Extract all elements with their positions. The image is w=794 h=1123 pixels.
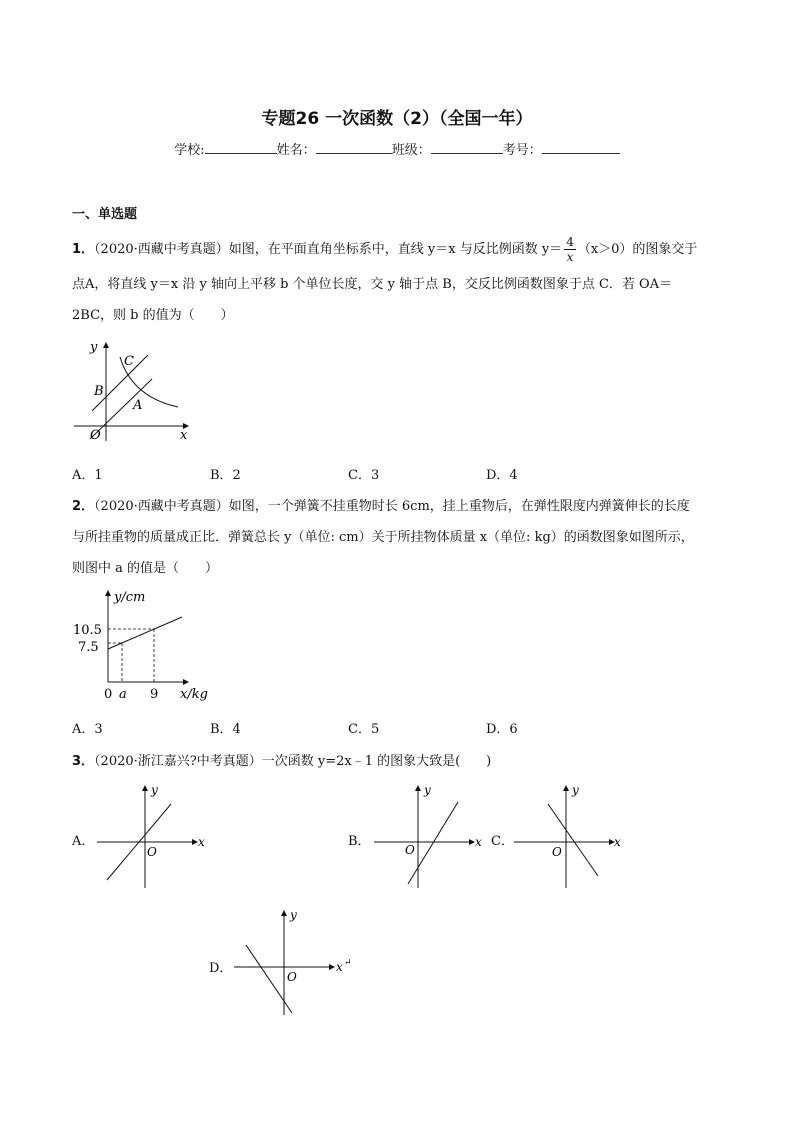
q1-option-b[interactable]: B．2 <box>210 468 241 483</box>
q1-option-a[interactable]: A．1 <box>72 468 103 483</box>
q3-line1 <box>72 750 491 769</box>
class-blank[interactable] <box>431 139 503 154</box>
q2-y-label: y/cm <box>114 590 146 605</box>
page-title: 专题26 一次函数（2）（全国一年） <box>261 109 533 129</box>
q1-b-label: B <box>94 384 104 399</box>
q3d-line <box>246 945 292 1013</box>
q2-figure <box>70 585 215 705</box>
name-label: 姓名： <box>276 143 316 158</box>
q3-option-b-label[interactable]: B． <box>348 834 371 849</box>
q3c-line <box>548 804 598 876</box>
q1-figure <box>70 335 200 445</box>
q2-line1 <box>72 495 690 514</box>
q1-source: （2020·西藏中考真题） <box>94 242 229 257</box>
q3b-o-label: O <box>405 843 415 857</box>
q1-c-label: C <box>124 354 134 369</box>
q3a-y-label: y <box>151 783 158 797</box>
q2-tick-10-5: 10.5 <box>73 623 102 638</box>
q2-a-label: a <box>119 687 127 702</box>
q2-tick-7-5: 7.5 <box>78 640 99 655</box>
q1-text-1b: （x＞0）的图象交于 <box>577 242 698 257</box>
q2-line3: 则图中 a 的值是（ ） <box>72 561 219 576</box>
q3b-x-label: x <box>475 835 482 849</box>
q1-frac-num: 4 <box>566 235 574 249</box>
q3-number: 3． <box>72 754 95 769</box>
q1-fraction <box>564 235 576 264</box>
q3-option-d-graph[interactable] <box>232 905 352 1017</box>
q2-tick-9: 9 <box>150 687 159 702</box>
q1-x-label: x <box>180 428 188 443</box>
q3-option-a-label[interactable]: A． <box>72 834 95 849</box>
q3c-y-label: y <box>572 783 579 797</box>
q3-option-b-graph[interactable] <box>372 780 484 890</box>
q1-line2: 点A，将直线 y＝x 沿 y 轴向上平移 b 个单位长度，交 y 轴于点 B，交反比例函数图象于点 C．若 OA＝ <box>72 277 673 292</box>
q2-option-b[interactable]: B．4 <box>210 722 241 737</box>
q2-line2: 与所挂重物的质量成正比．弹簧总长 y（单位: cm）关于所挂物体质量 x（单位: kg）的函数图象如图所示， <box>72 530 694 545</box>
q3-text: （2020·浙江嘉兴?中考真题）一次函数 y=2x﹣1 的图象大致是( ) <box>94 754 492 769</box>
q3a-x-label: x <box>198 835 205 849</box>
school-blank[interactable] <box>205 139 277 154</box>
q1-text-1: 如图，在平面直角坐标系中，直线 y＝x 与反比例函数 y＝ <box>228 242 563 257</box>
student-info-line <box>0 139 794 158</box>
q1-a-label: A <box>133 398 143 413</box>
q1-line1 <box>72 235 697 264</box>
q1-number: 1． <box>72 242 95 257</box>
name-blank[interactable] <box>316 139 392 154</box>
q1-option-c[interactable]: C．3 <box>348 468 380 483</box>
q3-option-a-graph[interactable] <box>95 780 207 890</box>
section-heading: 一、单选题 <box>72 207 138 222</box>
q3d-y-label: y <box>290 908 297 922</box>
q3-option-c-label[interactable]: C． <box>491 834 514 849</box>
q2-option-d[interactable]: D．6 <box>486 722 518 737</box>
q2-option-c[interactable]: C．5 <box>348 722 380 737</box>
class-label: 班级： <box>391 143 431 158</box>
q3-option-c-graph[interactable] <box>508 780 624 890</box>
q3b-y-label: y <box>424 783 431 797</box>
q3a-o-label: O <box>147 845 157 859</box>
school-label: 学校: <box>174 143 205 158</box>
q2-origin-label: 0 <box>104 687 113 702</box>
q1-frac-den: x <box>566 250 574 264</box>
q2-option-a[interactable]: A．3 <box>72 722 103 737</box>
exam-blank[interactable] <box>542 139 620 154</box>
q1-y-label: y <box>90 340 98 355</box>
q3c-x-label: x <box>614 835 621 849</box>
exam-label: 考号： <box>502 143 542 158</box>
q2-graph-line <box>108 617 182 649</box>
q3c-o-label: O <box>552 845 562 859</box>
q2-x-label: x/kg <box>180 687 208 702</box>
q3d-o-label: O <box>287 970 297 984</box>
q1-option-d[interactable]: D．4 <box>486 468 518 483</box>
return-mark: ↵ <box>344 958 352 968</box>
q3-option-d-label[interactable]: D． <box>209 961 233 976</box>
q3d-x-label: x <box>336 960 343 974</box>
q2-source: （2020·西藏中考真题） <box>94 499 229 514</box>
q1-o-label: O <box>90 428 101 443</box>
q1-line3: 2BC，则 b 的值为（ ） <box>72 308 234 323</box>
q2-text-1: 如图，一个弹簧不挂重物时长 6cm，挂上重物后，在弹性限度内弹簧伸长的长度 <box>228 499 690 514</box>
q3b-line <box>408 802 458 884</box>
q2-number: 2． <box>72 499 95 514</box>
